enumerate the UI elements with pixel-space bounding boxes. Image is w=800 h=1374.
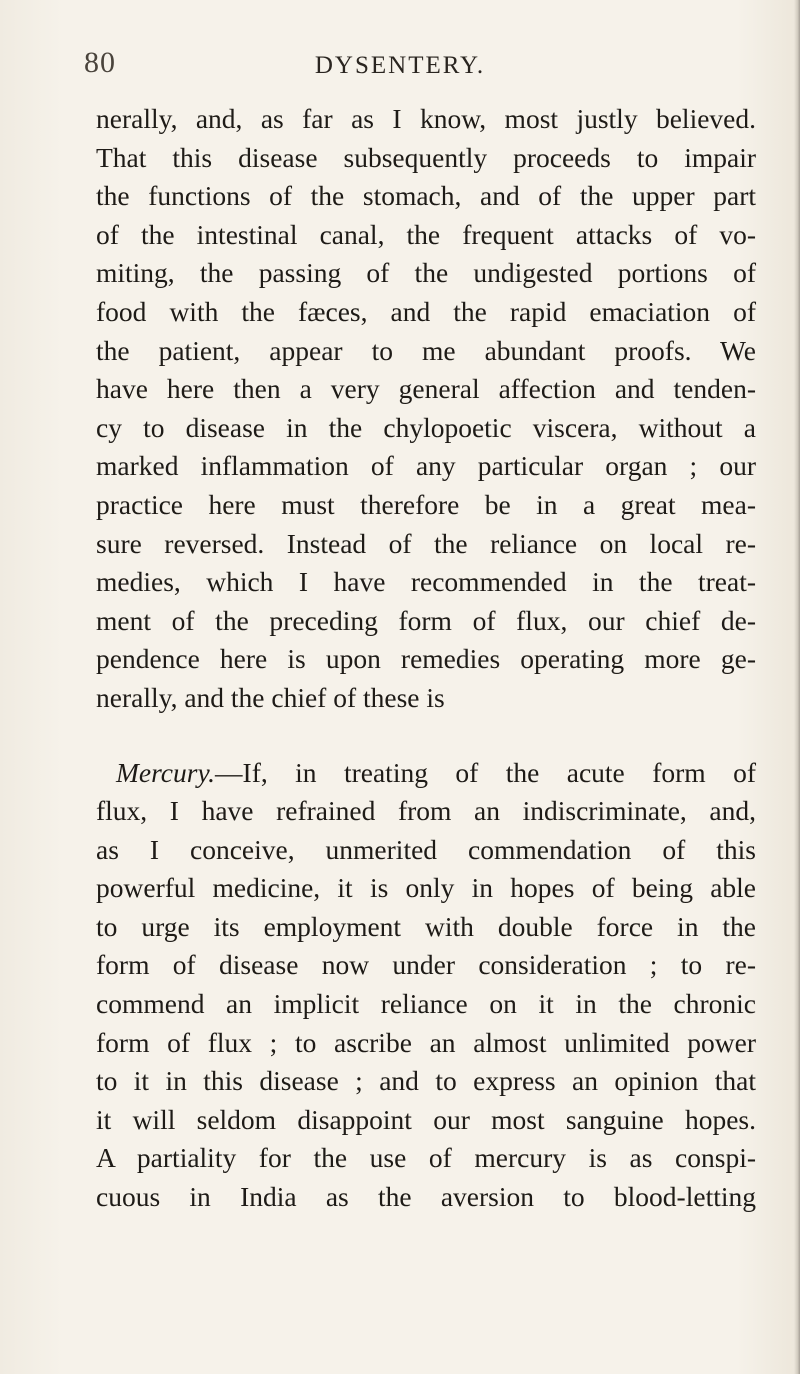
text-line: practice here must therefore be in a great mea- xyxy=(96,488,756,520)
text-line: form of flux ; to ascribe an almost unlimited power xyxy=(96,1026,756,1058)
text-line: cy to disease in the chylopoetic viscera, without a xyxy=(96,411,756,443)
text-line: That this disease subsequently proceeds to impair xyxy=(96,141,756,173)
text-line: have here then a very general affection and tenden- xyxy=(96,373,756,405)
text-line: pendence here is upon remedies operating more ge- xyxy=(96,643,756,675)
text-line: food with the fæces, and the rapid emaciation of xyxy=(96,295,756,327)
text-line: nerally, and the chief of these is xyxy=(96,681,445,713)
text-line: miting, the passing of the undigested portions of xyxy=(96,257,756,289)
text-line: the patient, appear to me abundant proofs. We xyxy=(96,334,756,366)
text-line: marked inflammation of any particular organ ; our xyxy=(96,450,756,482)
text-line: as I conceive, unmerited commendation of this xyxy=(96,833,756,865)
text-line: flux, I have refrained from an indiscriminate, and, xyxy=(96,795,756,827)
section-term-mercury: Mercury. xyxy=(116,756,216,788)
running-head: DYSENTERY. xyxy=(314,52,486,79)
text-line: A partiality for the use of mercury is as conspi- xyxy=(96,1142,756,1174)
text-line: ment of the preceding form of flux, our chief de- xyxy=(96,604,756,636)
text-line: sure reversed. Instead of the reliance on local re- xyxy=(96,527,756,559)
page-number: 80 xyxy=(84,46,116,79)
text-line: powerful medicine, it is only in hopes of being able xyxy=(96,872,756,904)
text-line: to it in this disease ; and to express an opinion that xyxy=(96,1065,756,1097)
text-line: nerally, and, as far as I know, most justly believed. xyxy=(96,103,756,134)
text-line: the functions of the stomach, and of the upper part xyxy=(96,180,756,212)
text-line: commend an implicit reliance on it in the chronic xyxy=(96,988,756,1020)
body-text xyxy=(96,100,756,1217)
text-line: of the intestinal canal, the frequent attacks of vo- xyxy=(96,218,756,250)
text-line: form of disease now under consideration ; to re- xyxy=(96,949,756,981)
text-line: to urge its employment with double force in the xyxy=(96,910,756,942)
text-line: it will seldom disappoint our most sanguine hopes. xyxy=(96,1103,756,1135)
paragraph-2 xyxy=(96,754,756,1217)
first-line-text: —If, in treating of the acute form of xyxy=(215,756,756,788)
text-line xyxy=(96,754,756,793)
page-edge-shadow xyxy=(794,0,800,1374)
paragraph-1 xyxy=(96,100,756,718)
text-line: cuous in India as the aversion to blood-letting xyxy=(96,1181,756,1213)
text-line: medies, which I have recommended in the treat- xyxy=(96,566,756,598)
